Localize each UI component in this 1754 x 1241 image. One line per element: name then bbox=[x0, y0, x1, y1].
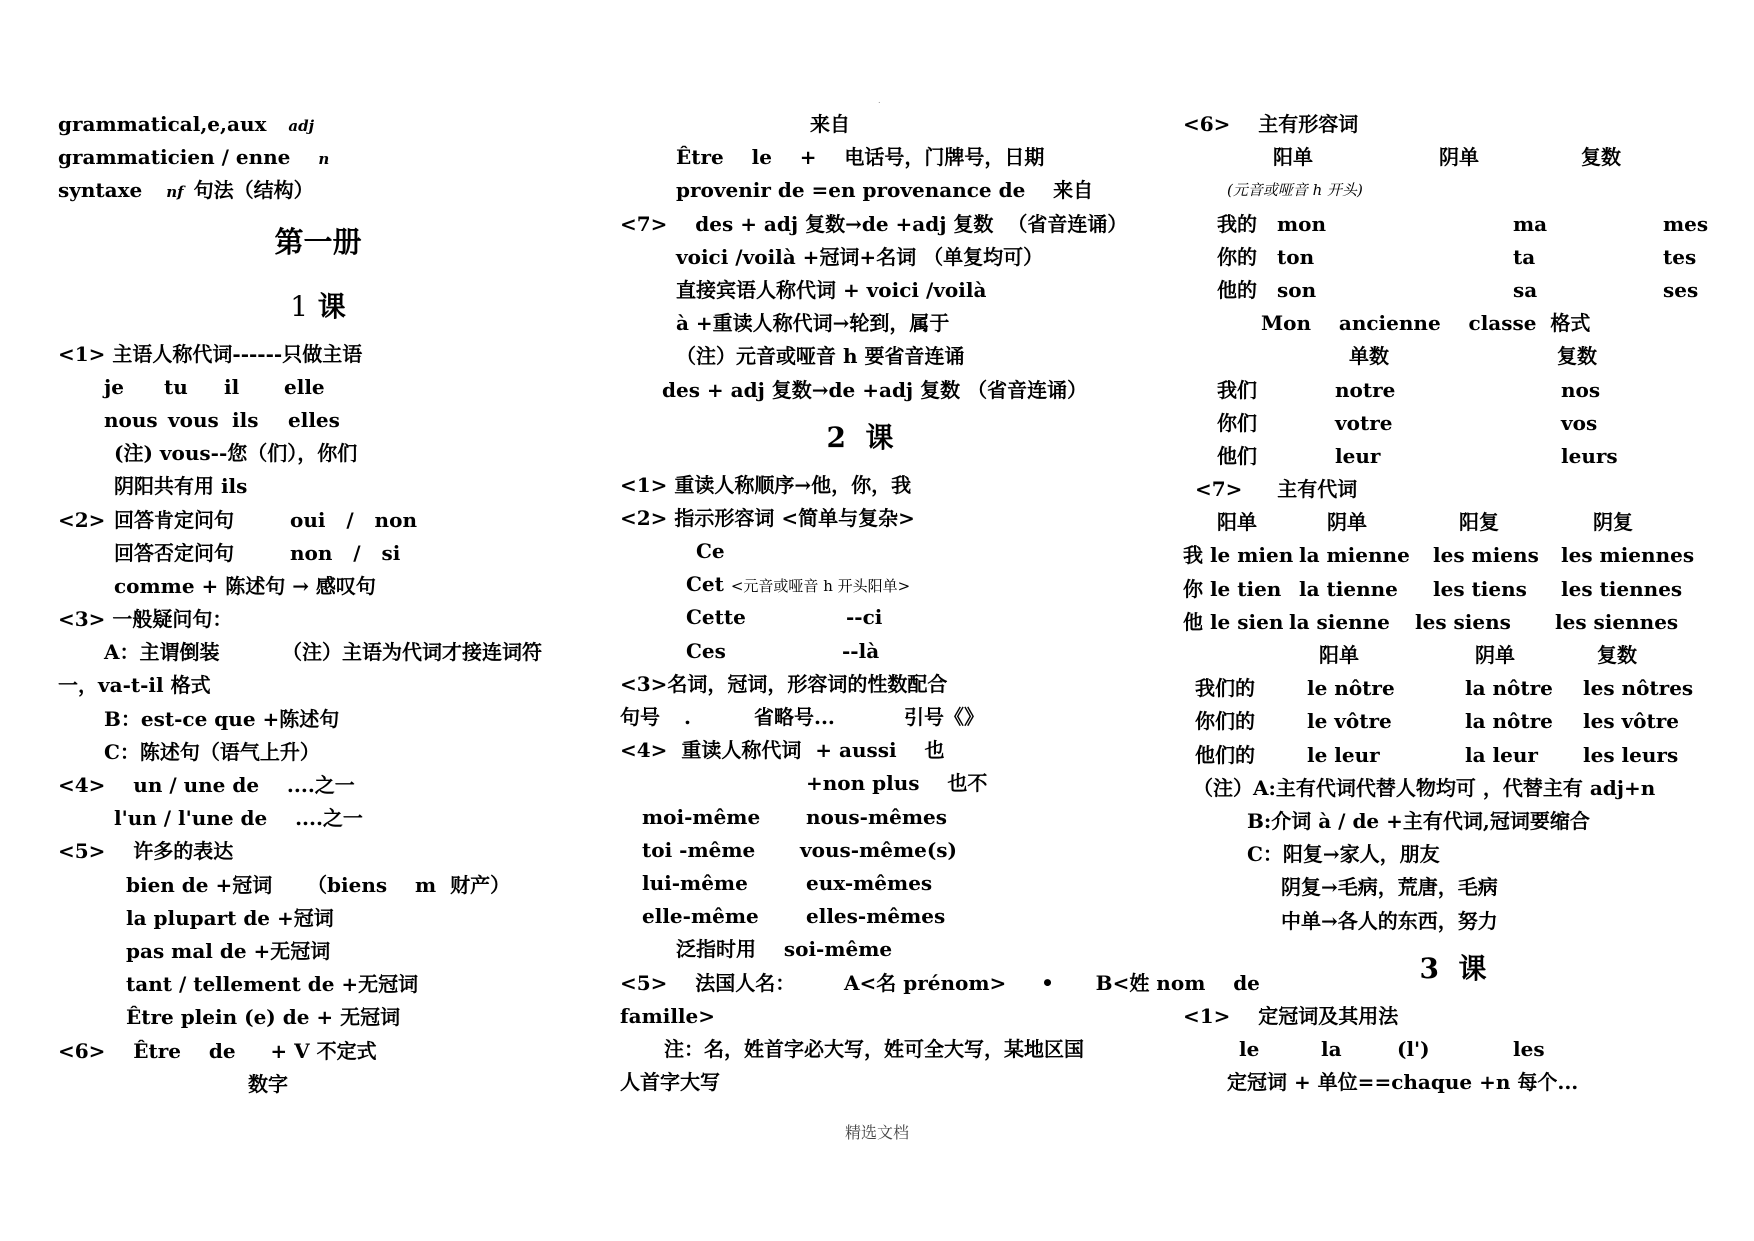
section-5-e: Être plein (e) de + 无冠词 bbox=[126, 1005, 401, 1030]
line-mon-ancienne: Mon ancienne classe 格式 bbox=[1261, 311, 1591, 336]
poss-header-1: 阳单 阴单 复数 bbox=[1273, 145, 1621, 170]
pron-note-c: C：阳复→家人，朋友 bbox=[1247, 842, 1440, 867]
section-2-positive: <2> 回答肯定问句 oui / non bbox=[58, 507, 417, 532]
lesson-2-title: 2 课 bbox=[826, 420, 894, 454]
line-note-name: 注：名，姓首字必大写，姓可全大写，某地区国 bbox=[664, 1036, 1084, 1061]
poss2-row-2: 你们 votre vos bbox=[1217, 410, 1598, 435]
pron-note-a: （注）A:主有代词代替人物均可 ，代替主有 adj+n bbox=[1193, 775, 1656, 800]
line-grammatical: grammatical,e,aux adj bbox=[58, 112, 315, 136]
pron-note-c2: 阴复→毛病，荒唐，毛病 bbox=[1281, 875, 1498, 900]
section-6: <6> Être de + V 不定式 bbox=[58, 1038, 377, 1063]
pron2-row-3: 他们的 le leur la leur les leurs bbox=[1195, 742, 1679, 767]
demo-cette: Cette --ci bbox=[686, 605, 883, 630]
book-title: 第一册 bbox=[274, 224, 362, 259]
lesson2-section-4: <4> 重读人称代词 + aussi 也 bbox=[620, 738, 945, 763]
line-laizi: 来自 bbox=[810, 112, 850, 136]
poss-row-3: 他的 son sa ses bbox=[1217, 277, 1699, 302]
poss-header-2: 单数 复数 bbox=[1349, 344, 1597, 369]
meme-row-2: toi -même vous-même(s) bbox=[642, 837, 958, 862]
section-6-b: 数字 bbox=[248, 1071, 288, 1096]
pron-note-c3: 中单→各人的东西，努力 bbox=[1281, 908, 1498, 933]
line-etre-le: Être le + 电话号，门牌号，日期 bbox=[676, 145, 1045, 170]
demo-ce: Ce bbox=[696, 539, 725, 564]
line-a-pronoun: à +重读人称代词→轮到，属于 bbox=[676, 311, 950, 336]
pron2-row-2: 你们的 le vôtre la nôtre les vôtre bbox=[1195, 709, 1680, 734]
line-note-name-cont: 人首字大写 bbox=[620, 1070, 720, 1095]
line-famille: famille> bbox=[620, 1003, 715, 1028]
pronouns-singular: je tu il elle bbox=[104, 374, 325, 399]
demo-ces: Ces --là bbox=[686, 638, 880, 663]
section-5-b: la plupart de +冠词 bbox=[126, 905, 334, 930]
line-note-h: （注）元音或哑音 h 要省音连诵 bbox=[676, 344, 965, 369]
section-4-a: <4> un / une de ....之一 bbox=[58, 773, 355, 797]
section-7-possessive-pronoun: <7> 主有代词 bbox=[1195, 477, 1358, 502]
section-3-c: C：陈述句（语气上升） bbox=[104, 739, 320, 764]
section-5-a: bien de +冠词 （biens m 财产） bbox=[126, 872, 511, 897]
lesson-1-title: 1 课 bbox=[290, 289, 346, 323]
line-des-adj: des + adj 复数→de +adj 复数 （省音连诵） bbox=[662, 377, 1088, 402]
lesson2-section-3: <3>名词，冠词，形容词的性数配合 bbox=[620, 671, 948, 696]
section-3-a-cont: 一，va-t-il 格式 bbox=[58, 673, 211, 698]
meme-row-4: elle-même elles-mêmes bbox=[642, 904, 946, 929]
lesson-3-title: 3 课 bbox=[1419, 951, 1487, 985]
line-grammaticien: grammaticien / enne n bbox=[58, 145, 330, 170]
line-soi-meme: 泛指时用 soi-même bbox=[676, 937, 893, 962]
section-6-possessive: <6> 主有形容词 bbox=[1183, 112, 1359, 136]
top-mark: . bbox=[878, 96, 881, 105]
demo-cet: Cet <元音或哑音 h 开头阳单> bbox=[686, 572, 911, 597]
pronouns-plural: nous vous ils elles bbox=[104, 407, 340, 432]
section-4-b: l'un / l'une de ....之一 bbox=[114, 806, 363, 831]
column-1 bbox=[58, 108, 578, 1101]
column-2 bbox=[620, 108, 1260, 1099]
punctuation-line: 句号 . 省略号... 引号《》 bbox=[620, 705, 984, 729]
pron-note-b: B:介词 à / de +主有代词,冠词要缩合 bbox=[1247, 808, 1590, 833]
lesson2-section-2: <2> 指示形容词 <简单与复杂> bbox=[620, 505, 915, 530]
section-3: <3> 一般疑问句： bbox=[58, 607, 233, 632]
section-5: <5> 许多的表达 bbox=[58, 839, 234, 864]
meme-row-1: moi-même nous-mêmes bbox=[642, 804, 948, 829]
line-non-plus: +non plus 也不 bbox=[806, 771, 988, 796]
line-cod: 直接宾语人称代词 + voici /voilà bbox=[676, 277, 987, 302]
section-5-d: tant / tellement de +无冠词 bbox=[126, 972, 419, 997]
note-vous: (注) vous--您（们），你们 bbox=[114, 441, 358, 466]
section-3-b: B：est-ce que +陈述句 bbox=[104, 706, 340, 731]
lesson2-section-1: <1> 重读人称顺序→他，你，我 bbox=[620, 472, 912, 497]
section-3-a: A：主谓倒装 （注）主语为代词才接连词符 bbox=[104, 640, 542, 665]
pron-header-2: 阳单 阴单 复数 bbox=[1319, 643, 1637, 667]
poss2-row-3: 他们 leur leurs bbox=[1217, 443, 1618, 468]
poss-row-1: 我的 mon ma mes bbox=[1217, 211, 1709, 236]
section-5-c: pas mal de +无冠词 bbox=[126, 938, 331, 963]
meme-row-3: lui-même eux-mêmes bbox=[642, 870, 933, 895]
footer-text: 精选文档 bbox=[844, 1123, 909, 1142]
section-2-comme: comme + 陈述句 → 感叹句 bbox=[114, 573, 376, 598]
pron-row-1: 我 le mien la mienne les miens les miennes bbox=[1183, 543, 1695, 568]
poss-row-2: 你的 ton ta tes bbox=[1217, 244, 1697, 269]
pron-header-1: 阳单 阴单 阳复 阴复 bbox=[1217, 510, 1633, 535]
poss-note-vowel: (元音或哑音 h 开头) bbox=[1227, 181, 1363, 200]
column-3 bbox=[1183, 108, 1743, 1099]
pron-row-2: 你 le tien la tienne les tiens les tiennes bbox=[1183, 576, 1683, 601]
line-voici: voici /voilà +冠词+名词 （单复均可） bbox=[676, 244, 1044, 269]
poss2-row-1: 我们 notre nos bbox=[1217, 377, 1601, 402]
articles-row: le la (l') les bbox=[1239, 1036, 1545, 1061]
section-2-negative: 回答否定问句 non / si bbox=[114, 540, 401, 565]
pron-row-3: 他 le sien la sienne les siens les siennes bbox=[1183, 609, 1679, 634]
line-chaque: 定冠词 + 单位==chaque +n 每个... bbox=[1227, 1070, 1579, 1095]
lesson2-section-5: <5> 法国人名： A<名 prénom> • B<姓 nom de bbox=[620, 970, 1260, 995]
section-1: <1> 主语人称代词------只做主语 bbox=[58, 341, 363, 366]
line-syntaxe: syntaxe nf 句法（结构） bbox=[58, 178, 314, 203]
lesson3-section-1: <1> 定冠词及其用法 bbox=[1183, 1003, 1399, 1028]
pron2-row-1: 我们的 le nôtre la nôtre les nôtres bbox=[1195, 676, 1694, 701]
line-provenir: provenir de =en provenance de 来自 bbox=[676, 178, 1094, 203]
section-7: <7> des + adj 复数→de +adj 复数 （省音连诵） bbox=[620, 211, 1128, 236]
note-ils: 阴阳共有用 ils bbox=[114, 474, 248, 499]
